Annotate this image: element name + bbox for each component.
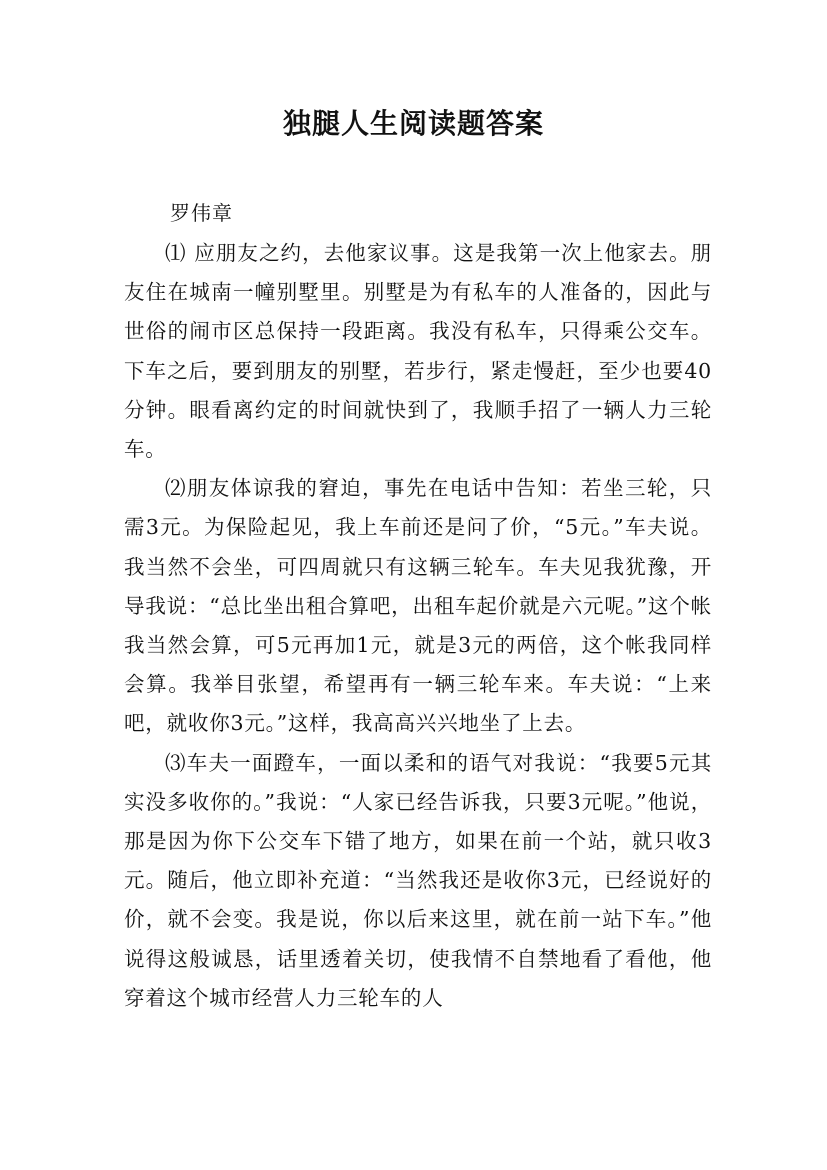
author-name: 罗伟章 [170, 201, 233, 225]
paragraph-2: ⑵朋友体谅我的窘迫，事先在电话中告知：若坐三轮，只需3元。为保险起见，我上车前还是问了价，“5元。”车夫说。我当然不会坐，可四周就只有这辆三轮车。车夫见我犹豫，开导我说：“总比坐出租合算吧，出租车起价就是六元呢。”这个帐我当然会算，可5元再加1元，就是3元的两倍，这个帐我同样会算。我举目张望，希望再有一辆三轮车来。车夫说：“上来吧，就收你3元。”这样，我高高兴兴地坐了上去。 [124, 476, 712, 736]
paragraph-1: ⑴ 应朋友之约，去他家议事。这是我第一次上他家去。朋友住在城南一幢别墅里。别墅是为有私车的人准备的，因此与世俗的闹市区总保持一段距离。我没有私车，只得乘公交车。下车之后，要到朋友的别墅，若步行，紧走慢赶，至少也要40分钟。眼看离约定的时间就快到了，我顺手招了一辆人力三轮车。 [124, 241, 712, 462]
paragraph-3: ⑶车夫一面蹬车，一面以柔和的语气对我说：“我要5元其实没多收你的。”我说：“人家已经告诉我，只要3元呢。”他说，那是因为你下公交车下错了地方，如果在前一个站，就只收3元。随后，他立即补充道：“当然我还是收你3元，已经说好的价，就不会变。我是说，你以后来这里，就在前一站下车。”他说得这般诚恳，话里透着关切，使我情不自禁地看了看他，他穿着这个城市经营人力三轮车的人 [124, 750, 712, 1010]
document-title: 独腿人生阅读题答案 [282, 107, 544, 140]
article-body [124, 234, 712, 1018]
